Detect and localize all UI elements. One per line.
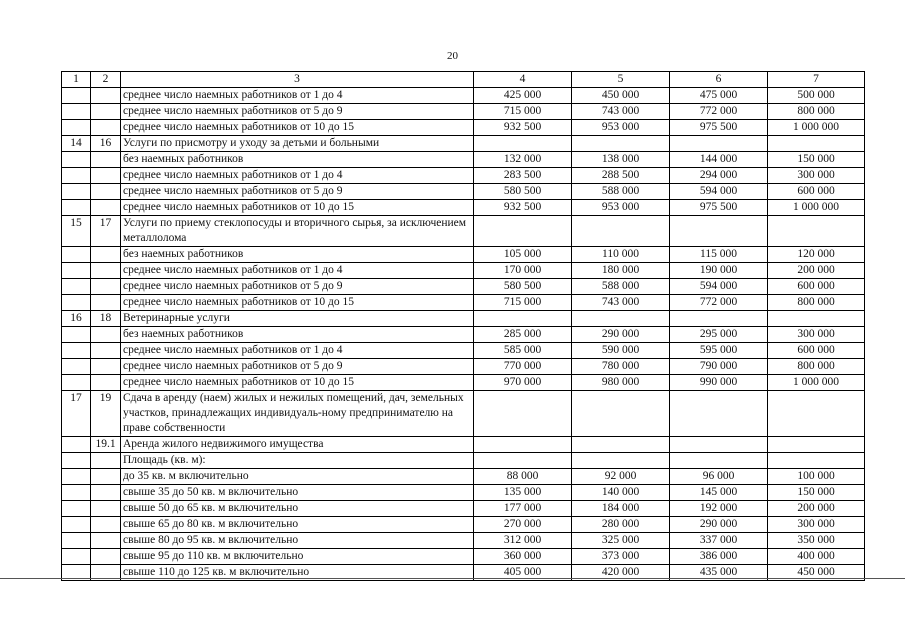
value-cell: 594 000 (670, 279, 768, 295)
value-cell: 585 000 (474, 343, 572, 359)
row-number-cell: 16 (62, 311, 91, 327)
description-cell: свыше 35 до 50 кв. м включительно (121, 485, 474, 501)
value-cell: 290 000 (670, 517, 768, 533)
value-cell: 140 000 (572, 485, 670, 501)
value-cell: 600 000 (768, 184, 865, 200)
value-cell: 96 000 (670, 469, 768, 485)
description-cell: свыше 95 до 110 кв. м включительно (121, 549, 474, 565)
item-code-cell (91, 184, 121, 200)
item-code-cell (91, 549, 121, 565)
value-cell (768, 391, 865, 437)
value-cell: 138 000 (572, 152, 670, 168)
item-code-cell (91, 343, 121, 359)
value-cell: 772 000 (670, 104, 768, 120)
row-number-cell (62, 104, 91, 120)
column-header: 7 (768, 72, 865, 88)
value-cell: 190 000 (670, 263, 768, 279)
row-number-cell (62, 120, 91, 136)
page-number: 20 (447, 50, 458, 62)
value-cell: 475 000 (670, 88, 768, 104)
row-number-cell (62, 88, 91, 104)
value-cell: 135 000 (474, 485, 572, 501)
value-cell: 1 000 000 (768, 120, 865, 136)
item-code-cell (91, 375, 121, 391)
description-cell: свыше 65 до 80 кв. м включительно (121, 517, 474, 533)
item-code-cell (91, 120, 121, 136)
description-cell: Услуги по приему стеклопосуды и вторичного сырья, за исключением металлолома (121, 216, 474, 247)
value-cell: 590 000 (572, 343, 670, 359)
item-code-cell (91, 152, 121, 168)
value-cell: 294 000 (670, 168, 768, 184)
item-code-cell (91, 485, 121, 501)
value-cell: 288 500 (572, 168, 670, 184)
value-cell: 1 000 000 (768, 200, 865, 216)
value-cell: 400 000 (768, 549, 865, 565)
table-row (62, 549, 865, 565)
item-code-cell (91, 263, 121, 279)
item-code-cell: 19.1 (91, 437, 121, 453)
value-cell: 780 000 (572, 359, 670, 375)
table-row (62, 343, 865, 359)
table-row (62, 168, 865, 184)
value-cell: 192 000 (670, 501, 768, 517)
table-row (62, 533, 865, 549)
value-cell (572, 437, 670, 453)
value-cell: 120 000 (768, 247, 865, 263)
row-number-cell (62, 279, 91, 295)
value-cell: 743 000 (572, 295, 670, 311)
value-cell: 300 000 (768, 517, 865, 533)
value-cell (768, 136, 865, 152)
value-cell (670, 453, 768, 469)
value-cell: 800 000 (768, 295, 865, 311)
value-cell: 115 000 (670, 247, 768, 263)
value-cell: 595 000 (670, 343, 768, 359)
value-cell (768, 437, 865, 453)
value-cell: 285 000 (474, 327, 572, 343)
column-header: 3 (121, 72, 474, 88)
scan-artifact-line (0, 578, 905, 579)
row-number-cell: 17 (62, 391, 91, 437)
value-cell: 92 000 (572, 469, 670, 485)
row-number-cell (62, 375, 91, 391)
value-cell (670, 136, 768, 152)
table-row (62, 279, 865, 295)
tariff-table (61, 71, 865, 581)
column-header: 4 (474, 72, 572, 88)
row-number-cell (62, 359, 91, 375)
table-header-row (62, 72, 865, 88)
column-header: 5 (572, 72, 670, 88)
value-cell: 184 000 (572, 501, 670, 517)
item-code-cell: 19 (91, 391, 121, 437)
table-row (62, 501, 865, 517)
value-cell: 325 000 (572, 533, 670, 549)
value-cell: 350 000 (768, 533, 865, 549)
table-row (62, 88, 865, 104)
item-code-cell (91, 295, 121, 311)
item-code-cell (91, 359, 121, 375)
description-cell: свыше 80 до 95 кв. м включительно (121, 533, 474, 549)
value-cell: 373 000 (572, 549, 670, 565)
value-cell: 580 500 (474, 279, 572, 295)
table-row (62, 120, 865, 136)
description-cell: без наемных работников (121, 152, 474, 168)
value-cell: 283 500 (474, 168, 572, 184)
value-cell: 435 000 (670, 565, 768, 581)
value-cell (670, 311, 768, 327)
description-cell: среднее число наемных работников от 5 до 9 (121, 279, 474, 295)
value-cell: 932 500 (474, 200, 572, 216)
value-cell: 953 000 (572, 120, 670, 136)
table-row (62, 184, 865, 200)
value-cell: 1 000 000 (768, 375, 865, 391)
value-cell: 588 000 (572, 184, 670, 200)
value-cell: 420 000 (572, 565, 670, 581)
value-cell (474, 437, 572, 453)
table-row (62, 359, 865, 375)
value-cell: 150 000 (768, 152, 865, 168)
value-cell (474, 311, 572, 327)
value-cell: 425 000 (474, 88, 572, 104)
value-cell: 743 000 (572, 104, 670, 120)
value-cell: 772 000 (670, 295, 768, 311)
item-code-cell (91, 453, 121, 469)
column-header: 2 (91, 72, 121, 88)
table-row (62, 485, 865, 501)
value-cell: 594 000 (670, 184, 768, 200)
value-cell: 990 000 (670, 375, 768, 391)
table-row (62, 263, 865, 279)
value-cell (474, 136, 572, 152)
item-code-cell (91, 501, 121, 517)
column-header: 1 (62, 72, 91, 88)
description-cell: среднее число наемных работников от 10 до 15 (121, 200, 474, 216)
description-cell: среднее число наемных работников от 10 до 15 (121, 375, 474, 391)
row-number-cell: 15 (62, 216, 91, 247)
value-cell: 145 000 (670, 485, 768, 501)
row-number-cell (62, 247, 91, 263)
item-code-cell (91, 200, 121, 216)
table-row (62, 216, 865, 247)
description-cell: свыше 50 до 65 кв. м включительно (121, 501, 474, 517)
value-cell (768, 216, 865, 247)
value-cell: 105 000 (474, 247, 572, 263)
description-cell: Аренда жилого недвижимого имущества (121, 437, 474, 453)
value-cell: 100 000 (768, 469, 865, 485)
description-cell: свыше 110 до 125 кв. м включительно (121, 565, 474, 581)
table-row (62, 295, 865, 311)
row-number-cell (62, 517, 91, 533)
value-cell: 770 000 (474, 359, 572, 375)
value-cell: 110 000 (572, 247, 670, 263)
value-cell (572, 453, 670, 469)
value-cell: 200 000 (768, 501, 865, 517)
value-cell: 386 000 (670, 549, 768, 565)
table-row (62, 469, 865, 485)
row-number-cell (62, 533, 91, 549)
row-number-cell (62, 168, 91, 184)
description-cell: среднее число наемных работников от 1 до 4 (121, 263, 474, 279)
value-cell (670, 216, 768, 247)
value-cell: 790 000 (670, 359, 768, 375)
item-code-cell (91, 533, 121, 549)
description-cell: среднее число наемных работников от 10 до 15 (121, 295, 474, 311)
row-number-cell (62, 295, 91, 311)
table-row (62, 327, 865, 343)
row-number-cell (62, 184, 91, 200)
row-number-cell (62, 343, 91, 359)
value-cell: 932 500 (474, 120, 572, 136)
item-code-cell: 18 (91, 311, 121, 327)
row-number-cell (62, 485, 91, 501)
description-cell: до 35 кв. м включительно (121, 469, 474, 485)
row-number-cell (62, 327, 91, 343)
value-cell: 312 000 (474, 533, 572, 549)
description-cell: Услуги по присмотру и уходу за детьми и больными (121, 136, 474, 152)
value-cell: 800 000 (768, 104, 865, 120)
value-cell: 300 000 (768, 168, 865, 184)
value-cell: 715 000 (474, 295, 572, 311)
value-cell (572, 136, 670, 152)
value-cell (572, 216, 670, 247)
item-code-cell (91, 168, 121, 184)
value-cell: 270 000 (474, 517, 572, 533)
value-cell: 144 000 (670, 152, 768, 168)
table-row (62, 437, 865, 453)
value-cell: 800 000 (768, 359, 865, 375)
description-cell: среднее число наемных работников от 5 до 9 (121, 359, 474, 375)
value-cell: 295 000 (670, 327, 768, 343)
value-cell: 150 000 (768, 485, 865, 501)
value-cell: 88 000 (474, 469, 572, 485)
table-row (62, 453, 865, 469)
description-cell: среднее число наемных работников от 1 до 4 (121, 168, 474, 184)
item-code-cell (91, 327, 121, 343)
row-number-cell (62, 453, 91, 469)
table-row (62, 517, 865, 533)
value-cell (572, 311, 670, 327)
item-code-cell (91, 279, 121, 295)
description-cell: среднее число наемных работников от 1 до 4 (121, 343, 474, 359)
table-row (62, 391, 865, 437)
value-cell: 337 000 (670, 533, 768, 549)
row-number-cell (62, 437, 91, 453)
value-cell (768, 453, 865, 469)
row-number-cell: 14 (62, 136, 91, 152)
row-number-cell (62, 152, 91, 168)
value-cell (474, 453, 572, 469)
description-cell: Площадь (кв. м): (121, 453, 474, 469)
item-code-cell (91, 88, 121, 104)
value-cell: 970 000 (474, 375, 572, 391)
item-code-cell (91, 469, 121, 485)
value-cell (474, 391, 572, 437)
value-cell: 177 000 (474, 501, 572, 517)
table-row (62, 152, 865, 168)
description-cell: без наемных работников (121, 327, 474, 343)
value-cell: 715 000 (474, 104, 572, 120)
item-code-cell (91, 517, 121, 533)
value-cell: 953 000 (572, 200, 670, 216)
item-code-cell: 17 (91, 216, 121, 247)
description-cell: Сдача в аренду (наем) жилых и нежилых помещений, дач, земельных участков, принадлежащих индивидуаль-ному предпринимателю на праве собственности (121, 391, 474, 437)
value-cell: 600 000 (768, 279, 865, 295)
value-cell: 360 000 (474, 549, 572, 565)
value-cell: 975 500 (670, 120, 768, 136)
value-cell: 170 000 (474, 263, 572, 279)
table-row (62, 104, 865, 120)
item-code-cell: 16 (91, 136, 121, 152)
table-row (62, 375, 865, 391)
value-cell: 450 000 (572, 88, 670, 104)
item-code-cell (91, 104, 121, 120)
row-number-cell (62, 263, 91, 279)
value-cell: 290 000 (572, 327, 670, 343)
value-cell: 588 000 (572, 279, 670, 295)
value-cell: 980 000 (572, 375, 670, 391)
value-cell: 280 000 (572, 517, 670, 533)
value-cell (572, 391, 670, 437)
description-cell: среднее число наемных работников от 5 до 9 (121, 184, 474, 200)
row-number-cell (62, 501, 91, 517)
description-cell: без наемных работников (121, 247, 474, 263)
value-cell: 450 000 (768, 565, 865, 581)
value-cell: 180 000 (572, 263, 670, 279)
description-cell: среднее число наемных работников от 10 до 15 (121, 120, 474, 136)
row-number-cell (62, 469, 91, 485)
value-cell: 405 000 (474, 565, 572, 581)
description-cell: среднее число наемных работников от 5 до 9 (121, 104, 474, 120)
table-row (62, 247, 865, 263)
value-cell (768, 311, 865, 327)
description-cell: Ветеринарные услуги (121, 311, 474, 327)
table-row (62, 311, 865, 327)
value-cell: 132 000 (474, 152, 572, 168)
row-number-cell (62, 200, 91, 216)
value-cell: 580 500 (474, 184, 572, 200)
column-header: 6 (670, 72, 768, 88)
table-row (62, 200, 865, 216)
value-cell (670, 437, 768, 453)
value-cell (670, 391, 768, 437)
item-code-cell (91, 247, 121, 263)
value-cell (474, 216, 572, 247)
row-number-cell (62, 549, 91, 565)
value-cell: 975 500 (670, 200, 768, 216)
value-cell: 300 000 (768, 327, 865, 343)
description-cell: среднее число наемных работников от 1 до 4 (121, 88, 474, 104)
value-cell: 200 000 (768, 263, 865, 279)
value-cell: 500 000 (768, 88, 865, 104)
value-cell: 600 000 (768, 343, 865, 359)
table-row (62, 136, 865, 152)
